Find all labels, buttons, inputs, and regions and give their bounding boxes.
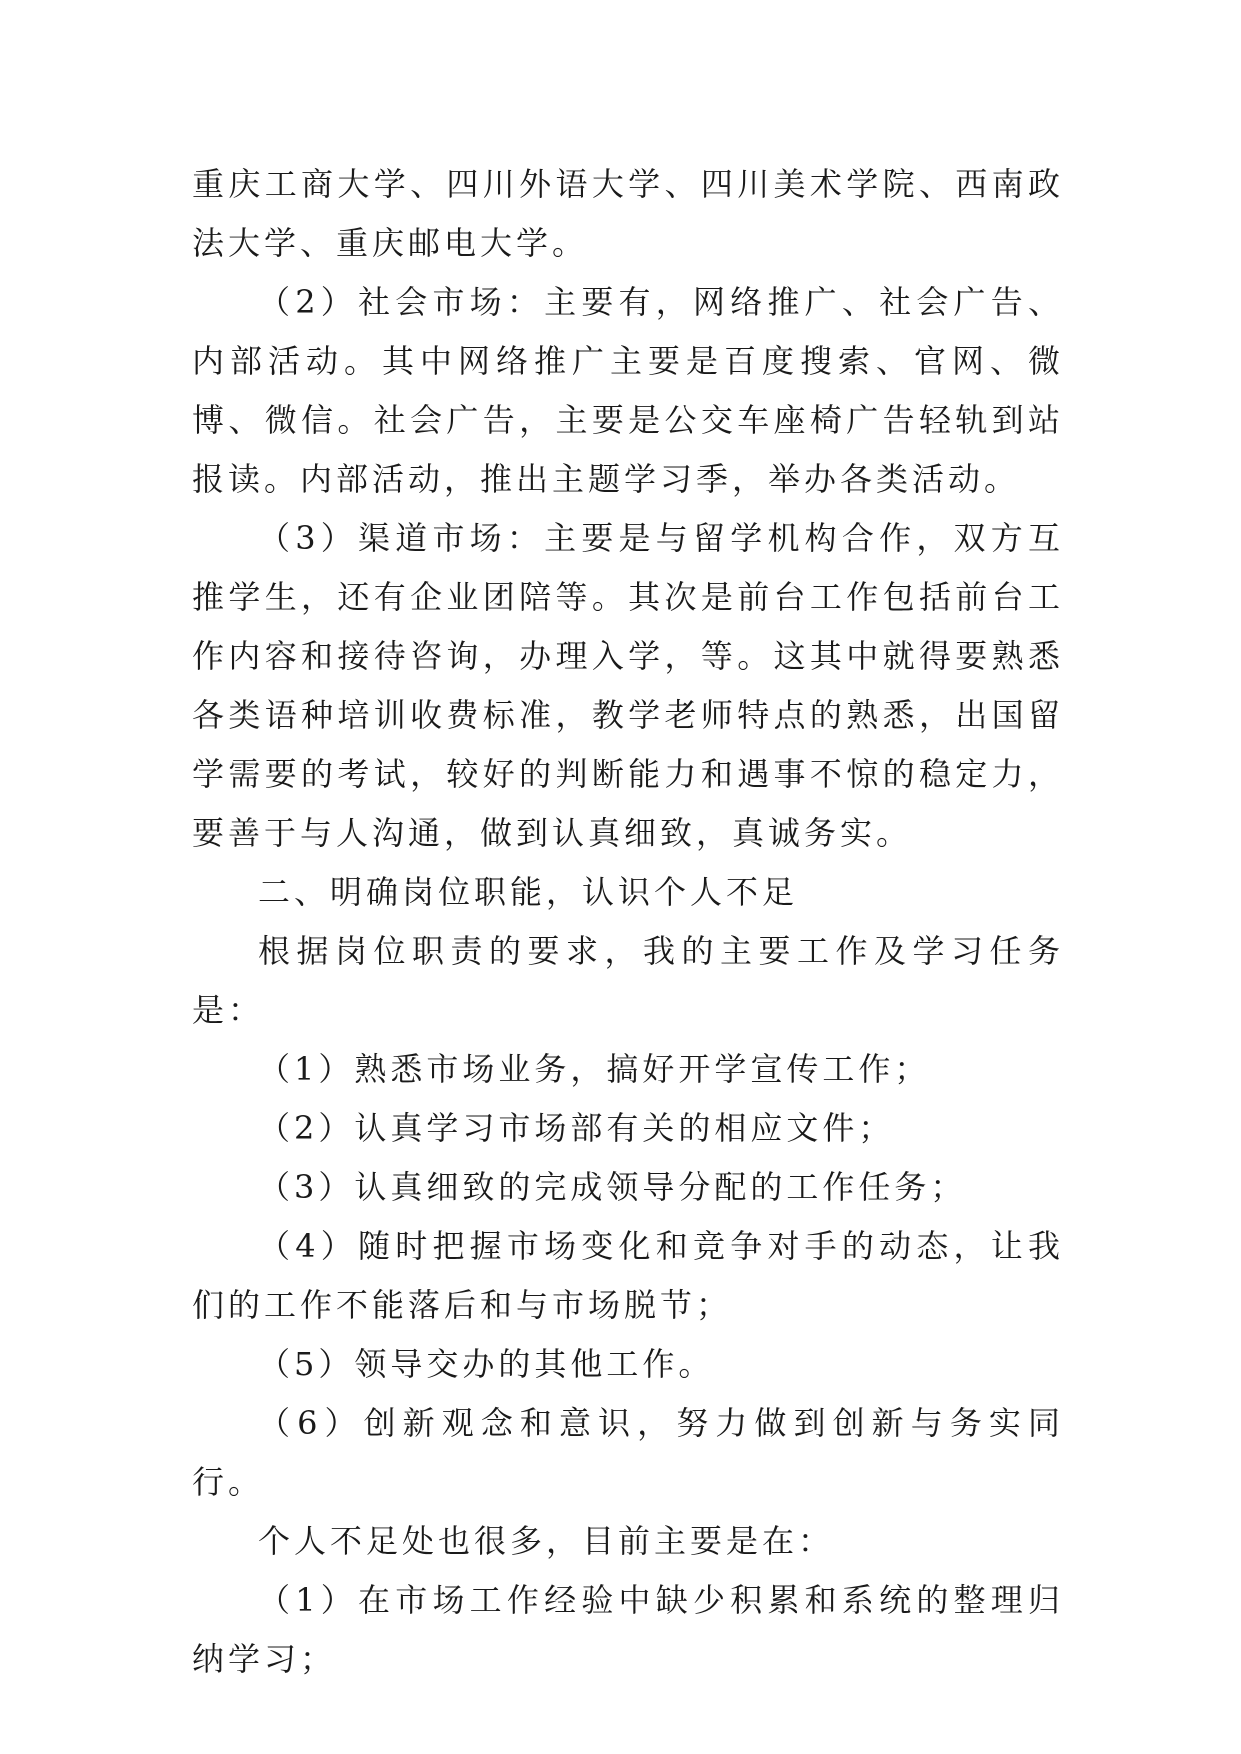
paragraph-social-market: （2）社会市场：主要有，网络推广、社会广告、内部活动。其中网络推广主要是百度搜索、官网、微博、微信。社会广告，主要是公交车座椅广告轻轨到站报读。内部活动，推出主题学习季，举办各类活动。 — [192, 283, 1064, 498]
paragraph-duties-intro: 根据岗位职责的要求，我的主要工作及学习任务是： — [192, 932, 1064, 1029]
list-item: （4）随时把握市场变化和竞争对手的动态，让我们的工作不能落后和与市场脱节； — [192, 1227, 1064, 1324]
paragraph-continued: 重庆工商大学、四川外语大学、四川美术学院、西南政法大学、重庆邮电大学。 — [192, 165, 1064, 262]
list-item: （1）在市场工作经验中缺少积累和系统的整理归纳学习； — [192, 1581, 1064, 1678]
section-heading: 二、明确岗位职能，认识个人不足 — [258, 873, 799, 911]
list-item: （5）领导交办的其他工作。 — [258, 1345, 715, 1383]
paragraph-shortcomings-intro: 个人不足处也很多，目前主要是在： — [258, 1522, 835, 1560]
paragraph-channel-market: （3）渠道市场：主要是与留学机构合作，双方互推学生，还有企业团陪等。其次是前台工作包括前台工作内容和接待咨询，办理入学，等。这其中就得要熟悉各类语种培训收费标准，教学老师特点的熟悉，出国留学需要的考试，较好的判断能力和遇事不惊的稳定力，要善于与人沟通，做到认真细致，真诚务实。 — [192, 519, 1064, 852]
list-item: （2）认真学习市场部有关的相应文件； — [258, 1109, 895, 1147]
list-item: （6）创新观念和意识，努力做到创新与务实同行。 — [192, 1404, 1064, 1501]
list-item: （3）认真细致的完成领导分配的工作任务； — [258, 1168, 967, 1206]
document-body — [192, 155, 1064, 1689]
list-item: （1）熟悉市场业务，搞好开学宣传工作； — [258, 1050, 931, 1088]
